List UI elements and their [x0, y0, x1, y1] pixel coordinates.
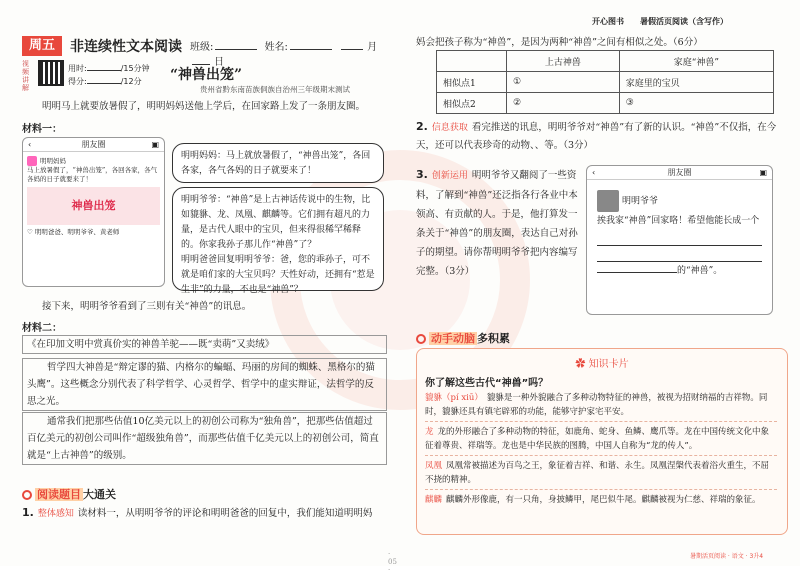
intro-paragraph: 明明马上就要放暑假了，明明妈妈送他上学后，在回家路上发了一条朋友圈。 — [42, 101, 366, 112]
question-2: 2. 信息获取 看完推送的讯息，明明爷爷对“神兽”有了新的认识。“神兽”不仅指，在今天，还可以代表珍奇的动物、、等。（3分） — [416, 120, 777, 151]
comment-mom: 明明妈妈：马上就放暑假了，“神兽出笼”，各回各家，各气各妈的日子就要来了！ — [172, 143, 384, 183]
phone-bar — [23, 138, 164, 152]
month-input[interactable] — [341, 49, 363, 50]
class-label: 班级: — [190, 42, 214, 53]
phone-post — [23, 152, 164, 241]
time-label: 用时: — [68, 64, 87, 73]
material-2-label: 材料二： — [22, 323, 62, 334]
video-label: 视频讲解 — [22, 60, 29, 92]
section-title: 非连续性文本阅读 — [70, 39, 182, 55]
name-input[interactable] — [290, 49, 332, 50]
post-text: 马上放暑假了，“神兽出笼”，各回各家，各气各妈的日子就要来了！ — [27, 166, 158, 183]
right-header: 开心图书 暑假活页阅读（含写作） — [592, 17, 728, 26]
post-likes: ♡ 明明爸爸、明明爷爷、黄老师 — [27, 228, 120, 236]
list-item: 凤凰 凤凰常被描述为百鸟之王，象征着吉祥、和谐、永生。凤凰涅槃代表着浴火重生，不屈不挠的精神。 — [425, 459, 777, 490]
table-row: 相似点1 ① 家庭里的宝贝 — [437, 72, 774, 93]
phone2-bar: ‹ 朋友圈 ▣ — [587, 166, 772, 180]
grandpa-moments-phone — [586, 165, 773, 315]
list-item: 龙 龙的外形融合了多种动物的特征，如鹿角、蛇身、鱼鳞、鹰爪等。龙在中国传统文化中象征着尊贵、祥瑞等。龙也是中华民族的图腾，中国人自称为“龙的传人”。 — [425, 425, 777, 456]
back-icon[interactable]: ‹ — [592, 168, 596, 177]
score-label: 得分: — [68, 77, 87, 86]
list-item: 麒麟 麒麟外形像鹿，有一只角，身披鳞甲，尾巴似牛尾。麒麟被视为仁慈、祥瑞的象征。 — [425, 495, 761, 505]
grandpa-text: 明明爷爷：“神兽”是上古神话传说中的生物，比如貔貅、龙、凤凰、麒麟等。它们拥有超凡的力量，是古代人眼中的宝贝，但来得很稀罕稀释的。你家我孙子那儿作“神兽”了？ — [181, 195, 371, 250]
answer-cell-1[interactable]: ① — [507, 72, 620, 93]
answer-cell-2[interactable]: ② — [507, 93, 620, 114]
table-row: 相似点2 ② ③ — [437, 93, 774, 114]
post-image: 神兽出笼 — [27, 187, 160, 225]
month-label: 月 — [367, 42, 378, 53]
time-input[interactable] — [87, 70, 121, 71]
answer-cell-3[interactable]: ③ — [619, 93, 773, 114]
name-label: 姓名: — [264, 42, 288, 53]
material-1-label: 材料一： — [22, 124, 62, 135]
moments-phone — [22, 137, 165, 287]
material-2-p1: 哲学四大神兽是“辩定谬的猫、内格尔的蝙蝠、玛丽的房间的蜘蛛、黑格尔的猫头鹰”。这些概念分别代表了科学哲学、心灵哲学、哲学中的虚实辩证，法哲学的反思之光。 — [22, 358, 387, 411]
back-icon[interactable]: ‹ — [28, 140, 32, 149]
comment-grandpa — [172, 187, 384, 295]
card-question: 你了解这些古代“神兽”吗？ — [425, 378, 549, 389]
page-number: · 05 · — [388, 550, 397, 574]
phone2-post: 明明爷爷 挨我家“神兽”回家咯！希望他能长成一个 的“神兽”。 — [587, 180, 772, 290]
card-title: ✿ 知识卡片 — [575, 359, 629, 370]
doc-source: 贵州省黔东南苗族侗族自治州三年级期末测试 — [200, 85, 350, 94]
grandpa-avatar — [597, 190, 619, 212]
target-icon — [22, 490, 32, 500]
camera-icon[interactable]: ▣ — [759, 168, 767, 177]
transition-paragraph: 接下来，明明爷爷看到了三则有关“神兽”的讯息。 — [42, 301, 252, 312]
dad-reply: 明明爸爸回复明明爷爷：爸，您的乖孙子，可不就是咱们家的大宝贝吗？天性好动，还拥有“惹是生非”的力量，不也是“神兽”？ — [181, 255, 375, 295]
list-item: 貔貅（pí xiū） 貔貅是一种外貌融合了多种动物特征的神兽，被视为招财纳福的吉祥物。同时，貔貅还具有镇宅辟邪的功能，能够守护家宅平安。 — [425, 391, 777, 422]
day-label: 日 — [214, 57, 224, 68]
time-total: /15分钟 — [120, 64, 150, 73]
answer-line-3[interactable] — [597, 272, 677, 273]
footer-label: 暑期活页阅读 · 语文 · 3升4 — [690, 553, 764, 560]
material-2-p2: 通常我们把那些估值10亿美元以上的初创公司称为“独角兽”，把那些估值超过百亿美元的初创公司叫作“超级独角兽”，而那些估值千亿美元以上的初创公司，简直就是“上古神兽”的级别。 — [22, 412, 387, 465]
comparison-table — [436, 50, 774, 114]
question-3: 3. 创新运用 明明爷爷又翻阅了一些资料，了解到“神兽”还泛指各行各业中本领高、有贡献的人。于是，他打算发一条关于“神兽”的朋友圈，表达自己对孙子的期望。请你帮明明爷爷把内容编写完整。（3分） — [416, 168, 578, 277]
answer-line-1[interactable] — [597, 230, 762, 246]
answer-line-2[interactable] — [597, 246, 762, 262]
class-input[interactable] — [215, 49, 257, 50]
knowledge-card — [416, 348, 788, 535]
score-input[interactable] — [87, 83, 121, 84]
table-header-row: 上古神兽 家庭“神兽” — [437, 51, 774, 72]
section-heading-right: 动手动脑 多积累 — [416, 330, 510, 346]
question-1: 1. 整体感知 读材料一，从明明爷爷的评论和明明爸爸的回复中，我们能知道明明妈 — [22, 506, 373, 519]
section-heading-left: 阅读题目 大通关 — [22, 486, 116, 502]
avatar — [27, 156, 37, 166]
post-user: 明明妈妈 — [40, 157, 66, 165]
timing-box — [68, 62, 150, 88]
q1-continuation: 妈会把孩子称为“神兽”，是因为两种“神兽”之间有相似之处。（6分） — [416, 37, 703, 48]
qr-code[interactable] — [38, 60, 64, 86]
phone-title: 朋友圈 — [81, 140, 106, 149]
doc-title: “神兽出笼” — [170, 67, 243, 83]
day-badge: 周五 — [22, 36, 62, 56]
material-2-headline: 《在印加文明中赏真价实的神兽羊驼——既“卖萌”又卖绒》 — [22, 335, 387, 354]
camera-icon[interactable]: ▣ — [151, 140, 159, 149]
lightbulb-icon — [416, 334, 426, 344]
score-total: /12分 — [120, 77, 142, 86]
